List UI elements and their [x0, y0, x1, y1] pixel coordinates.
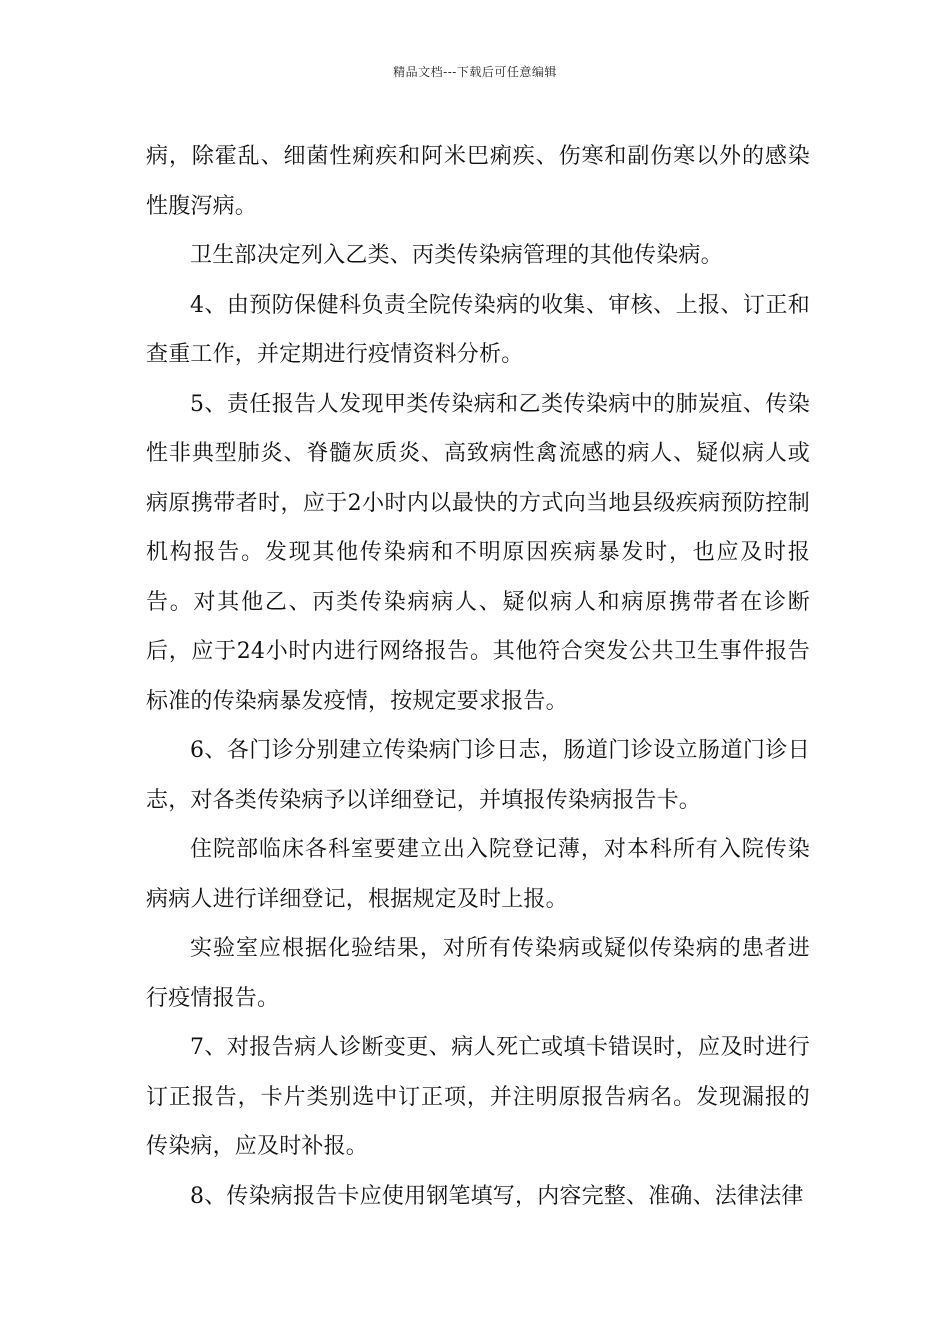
paragraph-item-8: 8、传染病报告卡应使用钢笔填写，内容完整、准确、法律法律 — [190, 1183, 804, 1209]
document-body — [146, 132, 810, 1221]
paragraph-item-4: 4、由预防保健科负责全院传染病的收集、审核、上报、订正和查重工作，并定期进行疫情资料分析。 — [146, 292, 810, 367]
paragraph: 住院部临床各科室要建立出入院登记薄，对本科所有入院传染病病人进行详细登记，根据规定及时上报。 — [146, 837, 810, 912]
paragraph: 卫生部决定列入乙类、丙类传染病管理的其他传染病。 — [190, 243, 723, 268]
paragraph: 实验室应根据化验结果，对所有传染病或疑似传染病的患者进行疫情报告。 — [146, 936, 810, 1011]
page-header: 精品文档---下载后可任意编辑 — [393, 65, 557, 79]
paragraph-item-6: 6、各门诊分别建立传染病门诊日志，肠道门诊设立肠道门诊日志，对各类传染病予以详细登记，并填报传染病报告卡。 — [146, 738, 810, 813]
paragraph-item-7: 7、对报告病人诊断变更、病人死亡或填卡错误时，应及时进行订正报告，卡片类别选中订正项，并注明原报告病名。发现漏报的传染病，应及时补报。 — [146, 1035, 810, 1159]
paragraph-item-5: 5、责任报告人发现甲类传染病和乙类传染病中的肺炭疽、传染性非典型肺炎、脊髓灰质炎、高致病性禽流感的病人、疑似病人或病原携带者时，应于2小时内以最快的方式向当地县级疾病预防控制机构报告。发现其他传染病和不明原因疾病暴发时，也应及时报告。对其他乙、丙类传染病病人、疑似病人和病原携带者在诊断后，应于24小时内进行网络报告。其他符合突发公共卫生事件报告标准的传染病暴发疫情，按规定要求报告。 — [146, 391, 810, 714]
paragraph-continued: 病，除霍乱、细菌性痢疾和阿米巴痢疾、伤寒和副伤寒以外的感染性腹泻病。 — [146, 144, 810, 219]
